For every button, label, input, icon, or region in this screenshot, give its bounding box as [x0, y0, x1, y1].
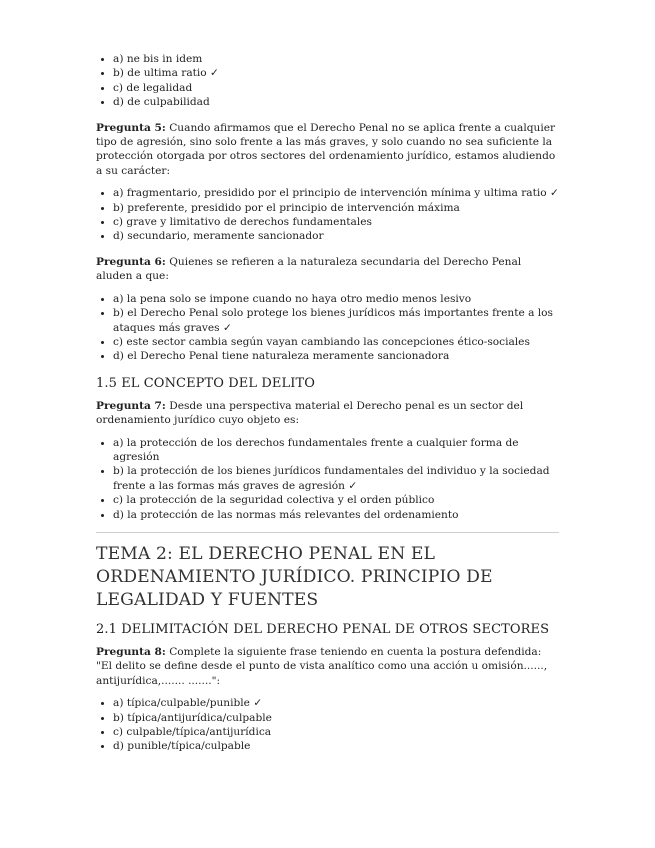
question-8 [96, 645, 559, 688]
question-7-label: Pregunta 7: [96, 399, 166, 412]
q8-option-b: • b) típica/antijurídica/culpable [113, 711, 559, 725]
q7-option-d: • d) la protección de las normas más relevantes del ordenamiento [113, 508, 559, 522]
q5-options [96, 186, 559, 244]
tema-2-title: TEMA 2: EL DERECHO PENAL EN EL ORDENAMIENTO JURÍDICO. PRINCIPIO DE LEGALIDAD Y FUENTES [96, 543, 493, 610]
q7-option-b: • b) la protección de los bienes jurídicos fundamentales del individuo y la sociedad frente a las formas más graves de agresión ✓ [113, 464, 559, 493]
question-5-text: Cuando afirmamos que el Derecho Penal no se aplica frente a cualquier tipo de agresión, sino solo frente a las más graves, y solo cuando no sea suficiente la protección otorgada por otros sectores del ordenamiento jurídico, estamos aludiendo a su carácter: [96, 121, 556, 177]
q7-option-c: • c) la protección de la seguridad colectiva y el orden público [113, 493, 559, 507]
q6-option-d: • d) el Derecho Penal tiene naturaleza meramente sancionadora [113, 349, 559, 363]
question-8-label: Pregunta 8: [96, 645, 166, 658]
question-7-text: Desde una perspectiva material el Derecho penal es un sector del ordenamiento jurídico cuyo objeto es: [96, 399, 524, 427]
q6-options [96, 292, 559, 364]
q7-option-a: • a) la protección de los derechos fundamentales frente a cualquier forma de agresión [113, 436, 559, 465]
q4-option-c: • c) de legalidad [113, 81, 559, 95]
q5-option-a: • a) fragmentario, presidido por el principio de intervención mínima y ultima ratio ✓ [113, 186, 559, 200]
q5-option-c: • c) grave y limitativo de derechos fundamentales [113, 215, 559, 229]
question-6 [96, 255, 559, 284]
q4-option-b: • b) de ultima ratio ✓ [113, 66, 559, 80]
q8-option-c: • c) culpable/típica/antijurídica [113, 725, 559, 739]
question-8-text: Complete la siguiente frase teniendo en cuenta la postura defendida: "El delito se define desde el punto de vista analítico como una acción u omisión......, antijurídica,....... .......": [96, 645, 548, 687]
section-heading-2-1: 2.1 DELIMITACIÓN DEL DERECHO PENAL DE OTROS SECTORES [96, 621, 550, 637]
q8-option-d: • d) punible/típica/culpable [113, 739, 559, 753]
q4-options [96, 52, 559, 110]
q8-options [96, 696, 559, 754]
q6-option-c: • c) este sector cambia según vayan cambiando las concepciones ético-sociales [113, 335, 559, 349]
q4-option-a: • a) ne bis in idem [113, 52, 559, 66]
question-5 [96, 121, 559, 179]
q7-options [96, 436, 559, 522]
q4-option-d: • d) de culpabilidad [113, 95, 559, 109]
section-heading-1-5: 1.5 EL CONCEPTO DEL DELITO [96, 375, 315, 391]
q6-option-a: • a) la pena solo se impone cuando no haya otro medio menos lesivo [113, 292, 559, 306]
question-6-text: Quienes se refieren a la naturaleza secundaria del Derecho Penal aluden a que: [96, 255, 522, 283]
q6-option-b: • b) el Derecho Penal solo protege los bienes jurídicos más importantes frente a los ataques más graves ✓ [113, 306, 559, 335]
question-5-label: Pregunta 5: [96, 121, 166, 134]
question-6-label: Pregunta 6: [96, 255, 166, 268]
q5-option-b: • b) preferente, presidido por el principio de intervención máxima [113, 201, 559, 215]
q8-option-a: • a) típica/culpable/punible ✓ [113, 696, 559, 710]
q5-option-d: • d) secundario, meramente sancionador [113, 229, 559, 243]
section-divider [96, 532, 559, 533]
question-7 [96, 399, 559, 428]
